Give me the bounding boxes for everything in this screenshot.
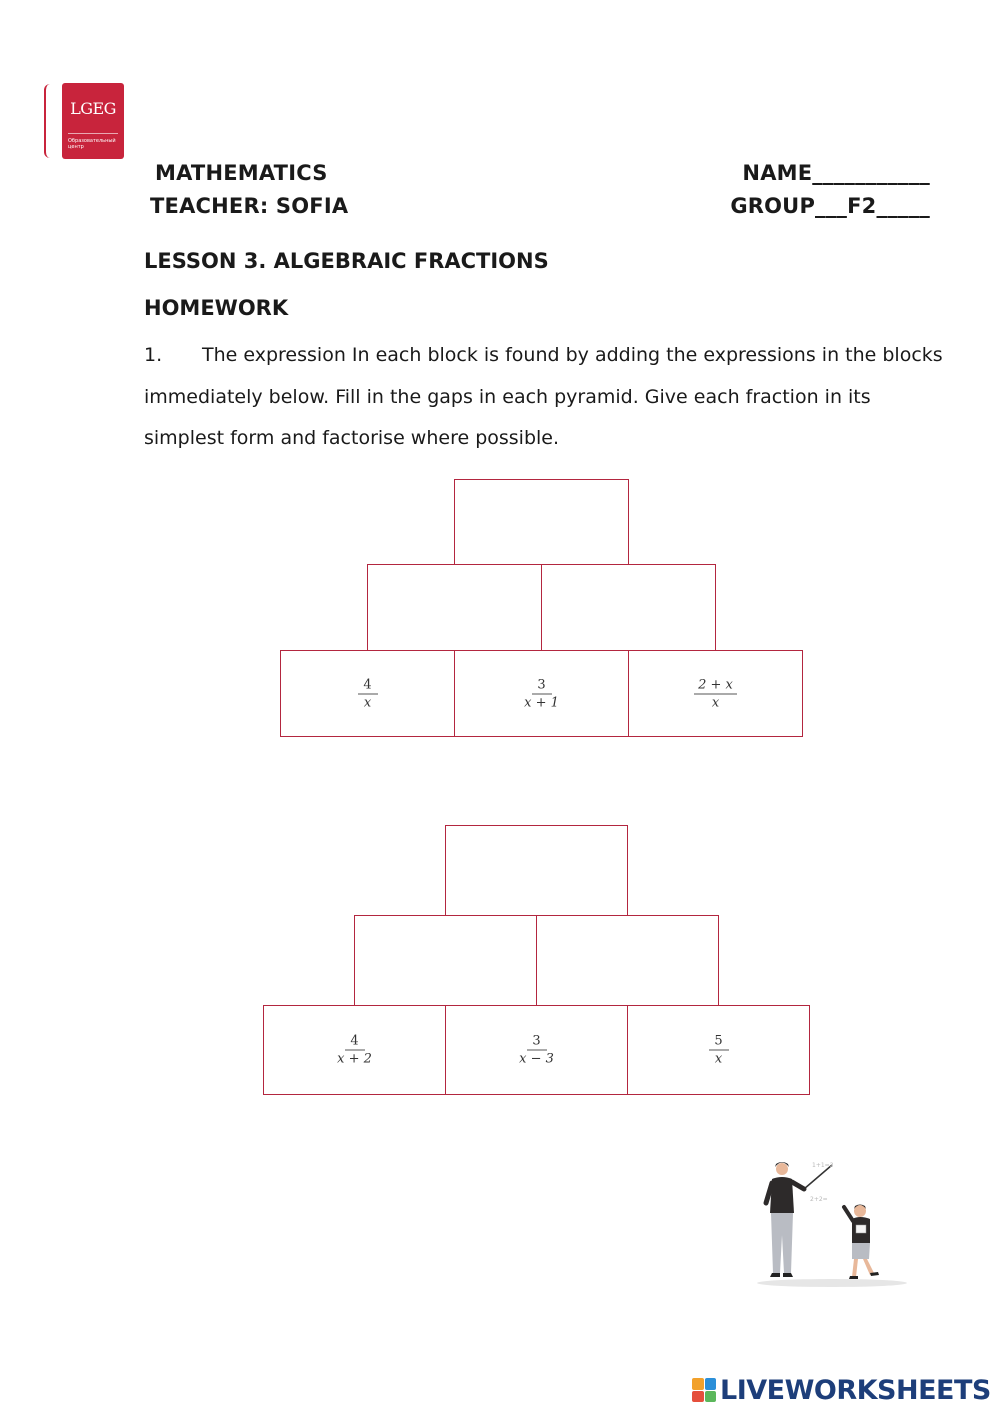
liveworksheets-brand	[692, 1372, 991, 1408]
logo-divider	[68, 133, 118, 134]
logo-name: LGEG	[70, 99, 116, 118]
fraction	[628, 1034, 809, 1067]
logo-bracket	[44, 84, 56, 158]
fraction	[455, 677, 628, 710]
svg-text:1+1=2: 1+1=2	[812, 1162, 834, 1169]
exercise-number: 1.	[144, 344, 163, 366]
pyramid-1-bottom-left-box	[280, 650, 455, 737]
fraction	[629, 677, 802, 710]
teacher-student-illustration	[752, 1155, 912, 1290]
pyramid-2-bottom-left-box	[263, 1005, 446, 1095]
numerator: 4	[345, 1034, 365, 1051]
subject-label: MATHEMATICS	[155, 161, 328, 185]
fraction	[264, 1034, 445, 1067]
numerator: 3	[527, 1034, 547, 1051]
pyramid-1-bottom-middle-box	[454, 650, 629, 737]
pyramid-2-bottom-middle-box	[445, 1005, 628, 1095]
pyramid-2-middle-left-answer-box[interactable]	[354, 915, 537, 1006]
exercise-instructions	[144, 335, 944, 460]
pyramid-2-middle-right-answer-box[interactable]	[536, 915, 719, 1006]
svg-text:2+2=: 2+2=	[810, 1196, 828, 1203]
logo-subtitle: Образовательный центр	[68, 138, 116, 150]
section-title: HOMEWORK	[144, 296, 289, 320]
pyramid-1-middle-left-answer-box[interactable]	[367, 564, 542, 651]
fraction	[281, 677, 454, 710]
denominator: x − 3	[519, 1051, 554, 1067]
denominator: x + 2	[337, 1051, 372, 1067]
denominator: x	[363, 695, 372, 710]
numerator: 5	[709, 1034, 729, 1051]
lesson-title: LESSON 3. ALGEBRAIC FRACTIONS	[144, 249, 549, 273]
fraction	[446, 1034, 627, 1067]
pyramid-1-bottom-right-box	[628, 650, 803, 737]
numerator: 4	[358, 677, 378, 694]
pyramid-2-top-answer-box[interactable]	[445, 825, 628, 916]
denominator: x	[714, 1051, 723, 1067]
denominator: x	[711, 695, 720, 710]
pyramid-2-bottom-right-box	[627, 1005, 810, 1095]
numerator: 3	[532, 677, 552, 694]
denominator: x + 1	[524, 695, 559, 710]
group-field: GROUP___F2_____	[730, 194, 930, 218]
numerator: 2 + x	[694, 677, 737, 694]
name-field[interactable]: NAME___________	[742, 161, 930, 185]
exercise-text: The expression In each block is found by adding the expressions in the blocks immediately below. Fill in the gaps in each pyramid. Give each fraction in its simplest form and factorise where possible.	[144, 344, 943, 449]
liveworksheets-text: LIVEWORKSHEETS	[720, 1374, 991, 1406]
logo	[62, 83, 124, 159]
teacher-label: TEACHER: SOFIA	[150, 194, 349, 218]
pyramid-1-top-answer-box[interactable]	[454, 479, 629, 565]
pyramid-1-middle-right-answer-box[interactable]	[541, 564, 716, 651]
liveworksheets-icon	[692, 1378, 716, 1402]
